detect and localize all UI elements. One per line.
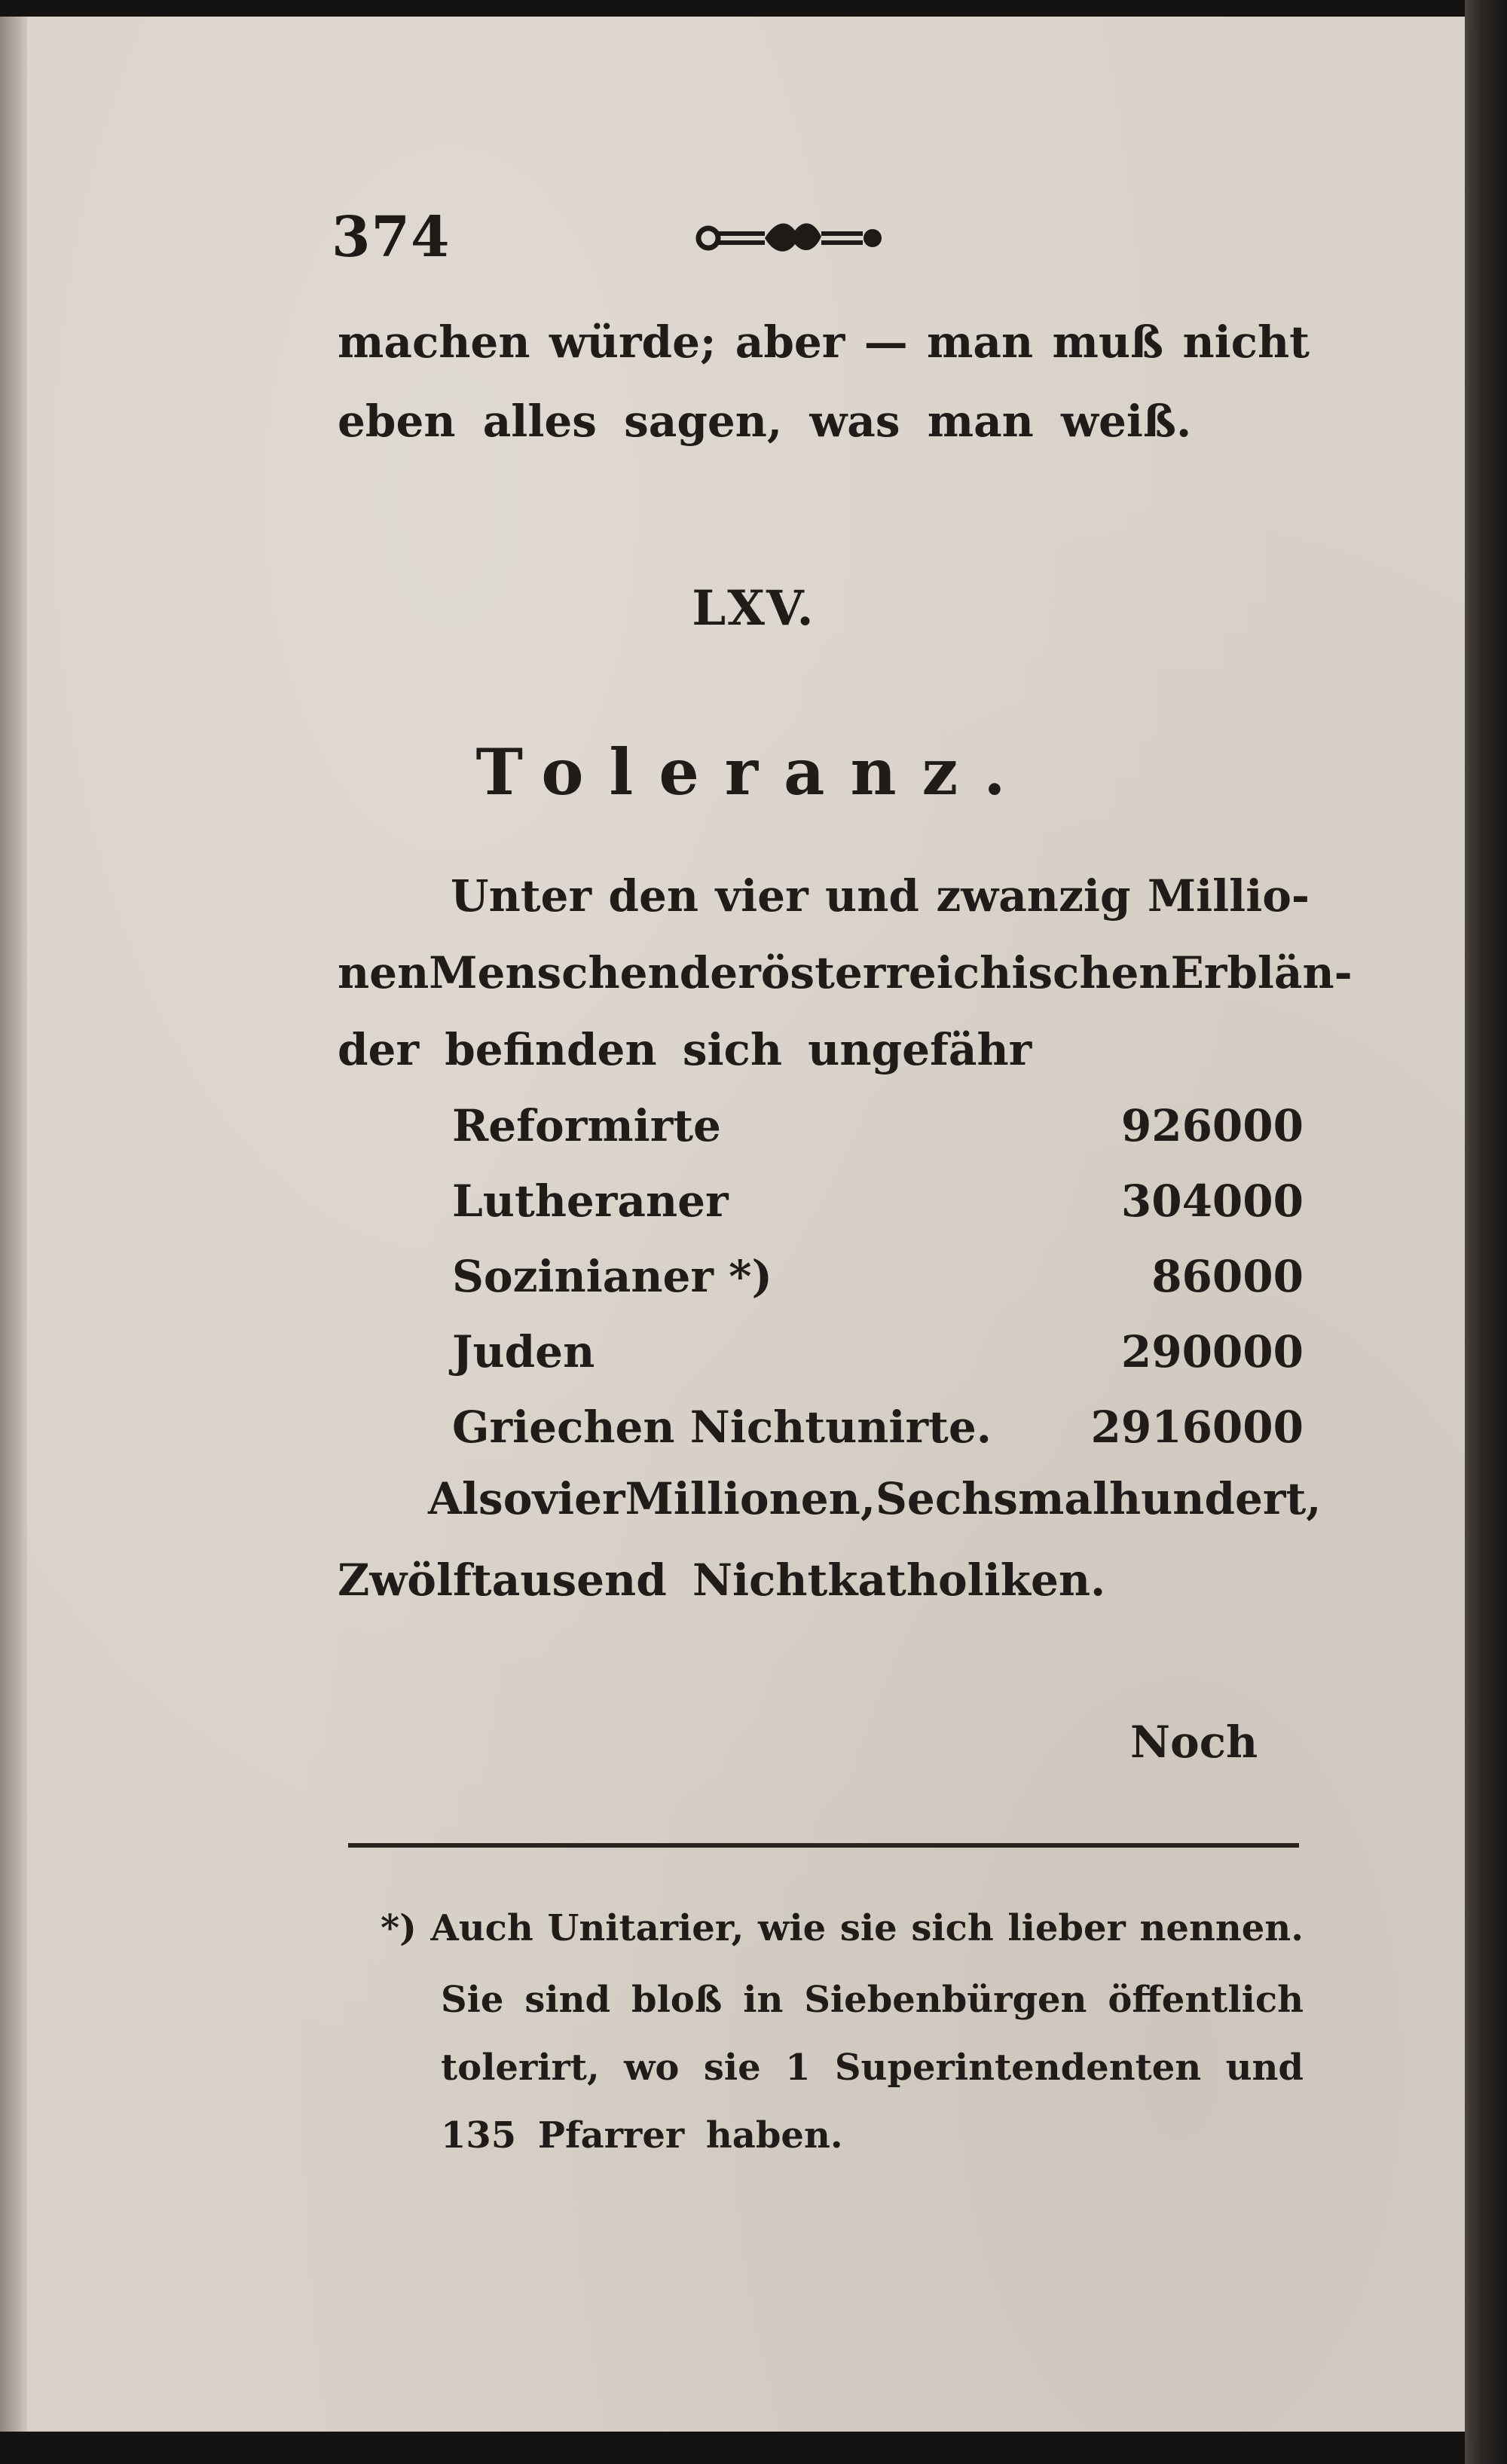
- word: sie: [703, 2047, 761, 2089]
- page-gutter-shadow: [0, 17, 27, 2432]
- footnote-divider: [348, 1843, 1299, 1848]
- intro-line-1: [338, 316, 1310, 368]
- word: wie: [758, 1907, 827, 1949]
- word: tolerirt,: [441, 2047, 600, 2089]
- word: vier: [532, 1473, 625, 1524]
- word: und: [1225, 2047, 1304, 2089]
- footnote-line-1: [381, 1907, 1304, 1949]
- section-title: Toleranz.: [475, 735, 1032, 809]
- summary-line-1: [428, 1473, 1322, 1524]
- word: muß: [1052, 316, 1164, 368]
- word: sie: [839, 1907, 897, 1949]
- statistics-row: [452, 1251, 1304, 1304]
- statistics-row: [452, 1175, 1304, 1228]
- statistic-label: Sozinianer *): [452, 1251, 772, 1302]
- word: nicht: [1182, 316, 1310, 368]
- footnote-line-3: [441, 2047, 1304, 2089]
- page-number: 374: [332, 205, 451, 270]
- word: nen: [338, 947, 429, 998]
- word: Sechsmalhundert,: [876, 1473, 1322, 1524]
- running-head: [332, 205, 934, 273]
- statistic-value: 926000: [1120, 1100, 1304, 1151]
- intro-line-2: eben alles sagen, was man weiß.: [338, 396, 1192, 447]
- word: —: [864, 316, 908, 368]
- section-number: LXV.: [692, 580, 815, 637]
- statistic-value: 2916000: [1090, 1402, 1304, 1453]
- catchword: Noch: [1130, 1717, 1258, 1768]
- statistic-value: 304000: [1120, 1175, 1304, 1227]
- word: den: [608, 870, 699, 922]
- word: zwanzig: [936, 870, 1131, 922]
- word: Siebenbürgen: [804, 1979, 1087, 2021]
- word: Menschen: [429, 947, 680, 998]
- statistic-value: 290000: [1120, 1326, 1304, 1377]
- footnote-line-2: [441, 1979, 1304, 2021]
- word: in: [743, 1979, 784, 2021]
- statistic-label: Griechen Nichtunirte.: [452, 1402, 992, 1453]
- word: Sie: [441, 1979, 504, 2021]
- word: Millionen,: [625, 1473, 876, 1524]
- footnote-line-4: 135 Pfarrer haben.: [441, 2114, 843, 2157]
- word: wo: [624, 2047, 680, 2089]
- statistic-value: 86000: [1151, 1251, 1304, 1302]
- book-edge-line: [1469, 30, 1474, 2441]
- word: machen: [338, 316, 530, 368]
- statistics-row: [452, 1326, 1304, 1379]
- body-line-2: [338, 947, 1353, 998]
- word: Unter: [451, 870, 591, 922]
- word: lieber: [1007, 1907, 1126, 1949]
- word: vier: [715, 870, 809, 922]
- word: nennen.: [1139, 1907, 1304, 1949]
- word: Millio-: [1147, 870, 1310, 922]
- word: und: [825, 870, 919, 922]
- word: bloß: [631, 1979, 723, 2021]
- body-line-3: der befinden sich ungefähr: [338, 1024, 1032, 1075]
- word: österreichischen: [760, 947, 1171, 998]
- word: sich: [911, 1907, 994, 1949]
- word: aber: [735, 316, 845, 368]
- word: Auch: [430, 1907, 533, 1949]
- word: würde;: [549, 316, 717, 368]
- statistic-label: Juden: [452, 1326, 595, 1377]
- statistics-row: [452, 1100, 1304, 1153]
- word: öffentlich: [1108, 1979, 1304, 2021]
- word: Superintendenten: [834, 2047, 1202, 2089]
- statistic-label: Reformirte: [452, 1100, 721, 1151]
- word: man: [927, 316, 1034, 368]
- statistic-label: Lutheraner: [452, 1175, 729, 1227]
- summary-line-2: Zwölftausend Nichtkatholiken.: [338, 1555, 1106, 1606]
- word: Unitarier,: [547, 1907, 744, 1949]
- word: der: [679, 947, 761, 998]
- word: Also: [428, 1473, 533, 1524]
- footnote-marker: *): [381, 1907, 417, 1949]
- word: 1: [785, 2047, 811, 2089]
- body-line-1: [451, 870, 1310, 922]
- word: sind: [524, 1979, 611, 2021]
- word: Erblän-: [1170, 947, 1353, 998]
- decorative-rule-ornament-icon: [693, 214, 889, 259]
- statistics-row: [452, 1402, 1304, 1454]
